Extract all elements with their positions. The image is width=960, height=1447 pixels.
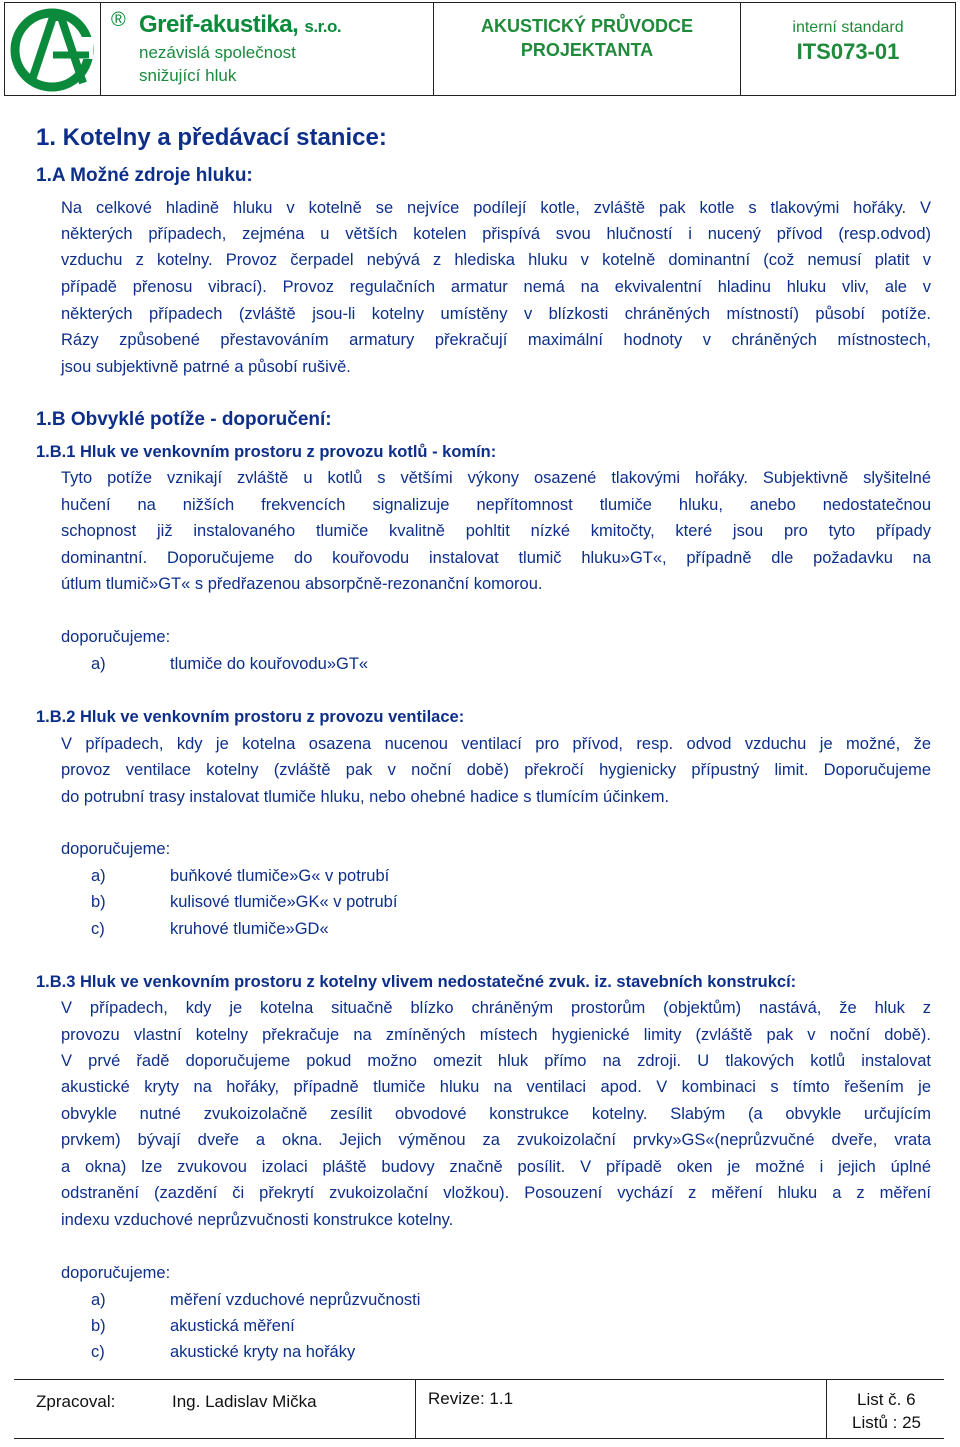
paragraph-line: V případech, kdy je kotelna situačně blízko chráněným prostorům (objektům) nastává, že hluk z: [61, 999, 931, 1017]
paragraph-line: Rázy způsobené přestavováním armatury překračují maximální hodnoty v chráněných místnostech,: [61, 331, 931, 349]
company-name: Greif-akustika, s.r.o.: [139, 11, 342, 38]
prepared-label: Zpracoval:: [36, 1392, 116, 1411]
revision-label: Revize: 1.1: [428, 1389, 514, 1408]
logo-cell: [5, 3, 101, 95]
company-logo-icon: [5, 3, 99, 95]
registered-mark: ®: [111, 9, 126, 31]
paragraph-line: případě přenosu vibrací). Provoz regulačních armatur nemá na ekvivalentní hladinu hluku vliv, ale v: [61, 278, 931, 296]
company-cell: [101, 3, 434, 95]
list-item-letter: c): [91, 920, 105, 938]
paragraph-line: a okna) lze zvukovou izolaci pláště budovy značně posílit. V případě oken je možné i jejich úplné: [61, 1158, 931, 1176]
recommendation-label: doporučujeme:: [61, 840, 171, 858]
paragraph-line: útlum tlumič»GT« s předřazenou absorpčně-rezonanční komorou.: [61, 575, 543, 593]
standard-label: interní standard: [792, 19, 904, 36]
paragraph-line: obvykle nutné zvukoizolačně zesílit obvodové konstrukce kotelny. Slabým (a obvykle určujícím: [61, 1105, 931, 1123]
guide-title-cell: [434, 3, 741, 95]
paragraph-line: Tyto potíže vznikají zvláště u kotlů s většími výkony osazené tlakovými hořáky. Subjektivně slyšitelné: [61, 469, 931, 487]
list-item-text: měření vzduchové neprůzvučnosti: [170, 1291, 421, 1309]
paragraph-line: schopnost již instalovaného tlumiče kvalitně pohltit nízké kmitočty, které jsou pro tyto případy: [61, 522, 931, 540]
section-a-title: 1.A Možné zdroje hluku:: [36, 165, 253, 186]
standard-code: ITS073-01: [796, 39, 900, 64]
paragraph-line: indexu vzduchové neprůzvučnosti konstrukce kotelny.: [61, 1211, 454, 1229]
paragraph-line: jsou subjektivně patrné a působí rušivě.: [61, 358, 351, 376]
list-item-text: buňkové tlumiče»G« v potrubí: [170, 867, 390, 885]
paragraph-line: do potrubní trasy instalovat tlumiče hluku, nebo ohebné hadice s tlumícím účinkem.: [61, 788, 670, 806]
paragraph-line: prvkem) bývají dveře a okna. Jejich výměnou za zvukoizolační prvky»GS«(neprůzvučné dveře, vrata: [61, 1131, 931, 1149]
paragraph-line: vzduchu z kotelny. Provoz čerpadel nebývá z hlediska hluku v kotelně dominantní (což nemusí platit v: [61, 251, 931, 269]
page-footer: [14, 1379, 944, 1439]
subsection-b2-title: 1.B.2 Hluk ve venkovním prostoru z provozu ventilace:: [36, 708, 465, 726]
company-tagline-2: snižující hluk: [139, 66, 237, 85]
footer-sheet-cell: [827, 1380, 944, 1438]
company-suffix: s.r.o.: [304, 17, 342, 36]
list-item-letter: a): [91, 655, 106, 673]
list-item-letter: b): [91, 1317, 106, 1335]
sheet-number: List č. 6: [857, 1390, 916, 1409]
recommendation-label: doporučujeme:: [61, 628, 171, 646]
paragraph-line: provozu vlastní kotelny překračuje na zmíněných místech hygienické limity (zvláště pak v noční době).: [61, 1026, 931, 1044]
sheets-total: Listů : 25: [852, 1413, 921, 1432]
prepared-name: Ing. Ladislav Mička: [172, 1392, 317, 1411]
guide-title-line-1: AKUSTICKÝ PRŮVODCE: [480, 16, 694, 36]
list-item-letter: b): [91, 893, 106, 911]
standard-cell: [741, 3, 955, 95]
list-item-text: akustická měření: [170, 1317, 295, 1335]
paragraph-line: dominantní. Doporučujeme do kouřovodu instalovat tlumič hluku»GT«, případně dle požadavku na: [61, 549, 931, 567]
paragraph-line: provoz ventilace kotelny (zvláště pak v noční době) překročí hygienicky přípustný limit. Doporučujeme: [61, 761, 931, 779]
paragraph-line: V případech, kdy je kotelna osazena nucenou ventilací pro přívod, resp. odvod vzduchu je možné, že: [61, 735, 931, 753]
list-item-text: kulisové tlumiče»GK« v potrubí: [170, 893, 398, 911]
list-item-letter: c): [91, 1343, 105, 1361]
paragraph-line: akustické kryty na hořáky, případně tlumiče hluku na ventilaci apod. V kombinaci s tímto řešením je: [61, 1078, 931, 1096]
subsection-b3-title: 1.B.3 Hluk ve venkovním prostoru z kotelny vlivem nedostatečné zvuk. iz. stavebních konstrukcí:: [36, 973, 797, 991]
page-header: [4, 2, 956, 96]
list-item-text: kruhové tlumiče»GD«: [170, 920, 329, 938]
list-item-letter: a): [91, 1291, 106, 1309]
paragraph-line: Na celkové hladině hluku v kotelně se nejvíce podílejí kotle, zvláště pak kotle s tlakovými hořáky. V: [61, 199, 931, 217]
paragraph-line: některých případech, zejména u větších kotelen přispívá svou hlučností i nucený přívod (resp.odvod): [61, 225, 931, 243]
guide-title-line-2: PROJEKTANTA: [520, 40, 654, 60]
footer-revision-cell: [416, 1380, 827, 1438]
recommendation-label: doporučujeme:: [61, 1264, 171, 1282]
footer-prepared-cell: [14, 1380, 416, 1438]
subsection-b1-title: 1.B.1 Hluk ve venkovním prostoru z provozu kotlů - komín:: [36, 443, 497, 461]
paragraph-line: některých případech (zvláště jsou-li kotelny umístěny v blízkosti chráněných místností) působí potíže.: [61, 305, 931, 323]
chapter-title: 1. Kotelny a předávací stanice:: [36, 124, 387, 151]
list-item-letter: a): [91, 867, 106, 885]
list-item-text: tlumiče do kouřovodu»GT«: [170, 655, 369, 673]
section-b-title: 1.B Obvyklé potíže - doporučení:: [36, 409, 332, 430]
paragraph-line: hučení na nižších frekvencích signalizuje nepřítomnost tlumiče hluku, anebo nedostatečnou: [61, 496, 931, 514]
paragraph-line: odstranění (zazdění či překrytí zvukoizolační vložkou). Posouzení vychází z měření hluku a z měření: [61, 1184, 931, 1202]
list-item-text: akustické kryty na hořáky: [170, 1343, 356, 1361]
paragraph-line: V prvé řadě doporučujeme pokud možno omezit hluk přímo na zdroji. U tlakových kotlů instalovat: [61, 1052, 931, 1070]
company-tagline-1: nezávislá společnost: [139, 43, 296, 62]
